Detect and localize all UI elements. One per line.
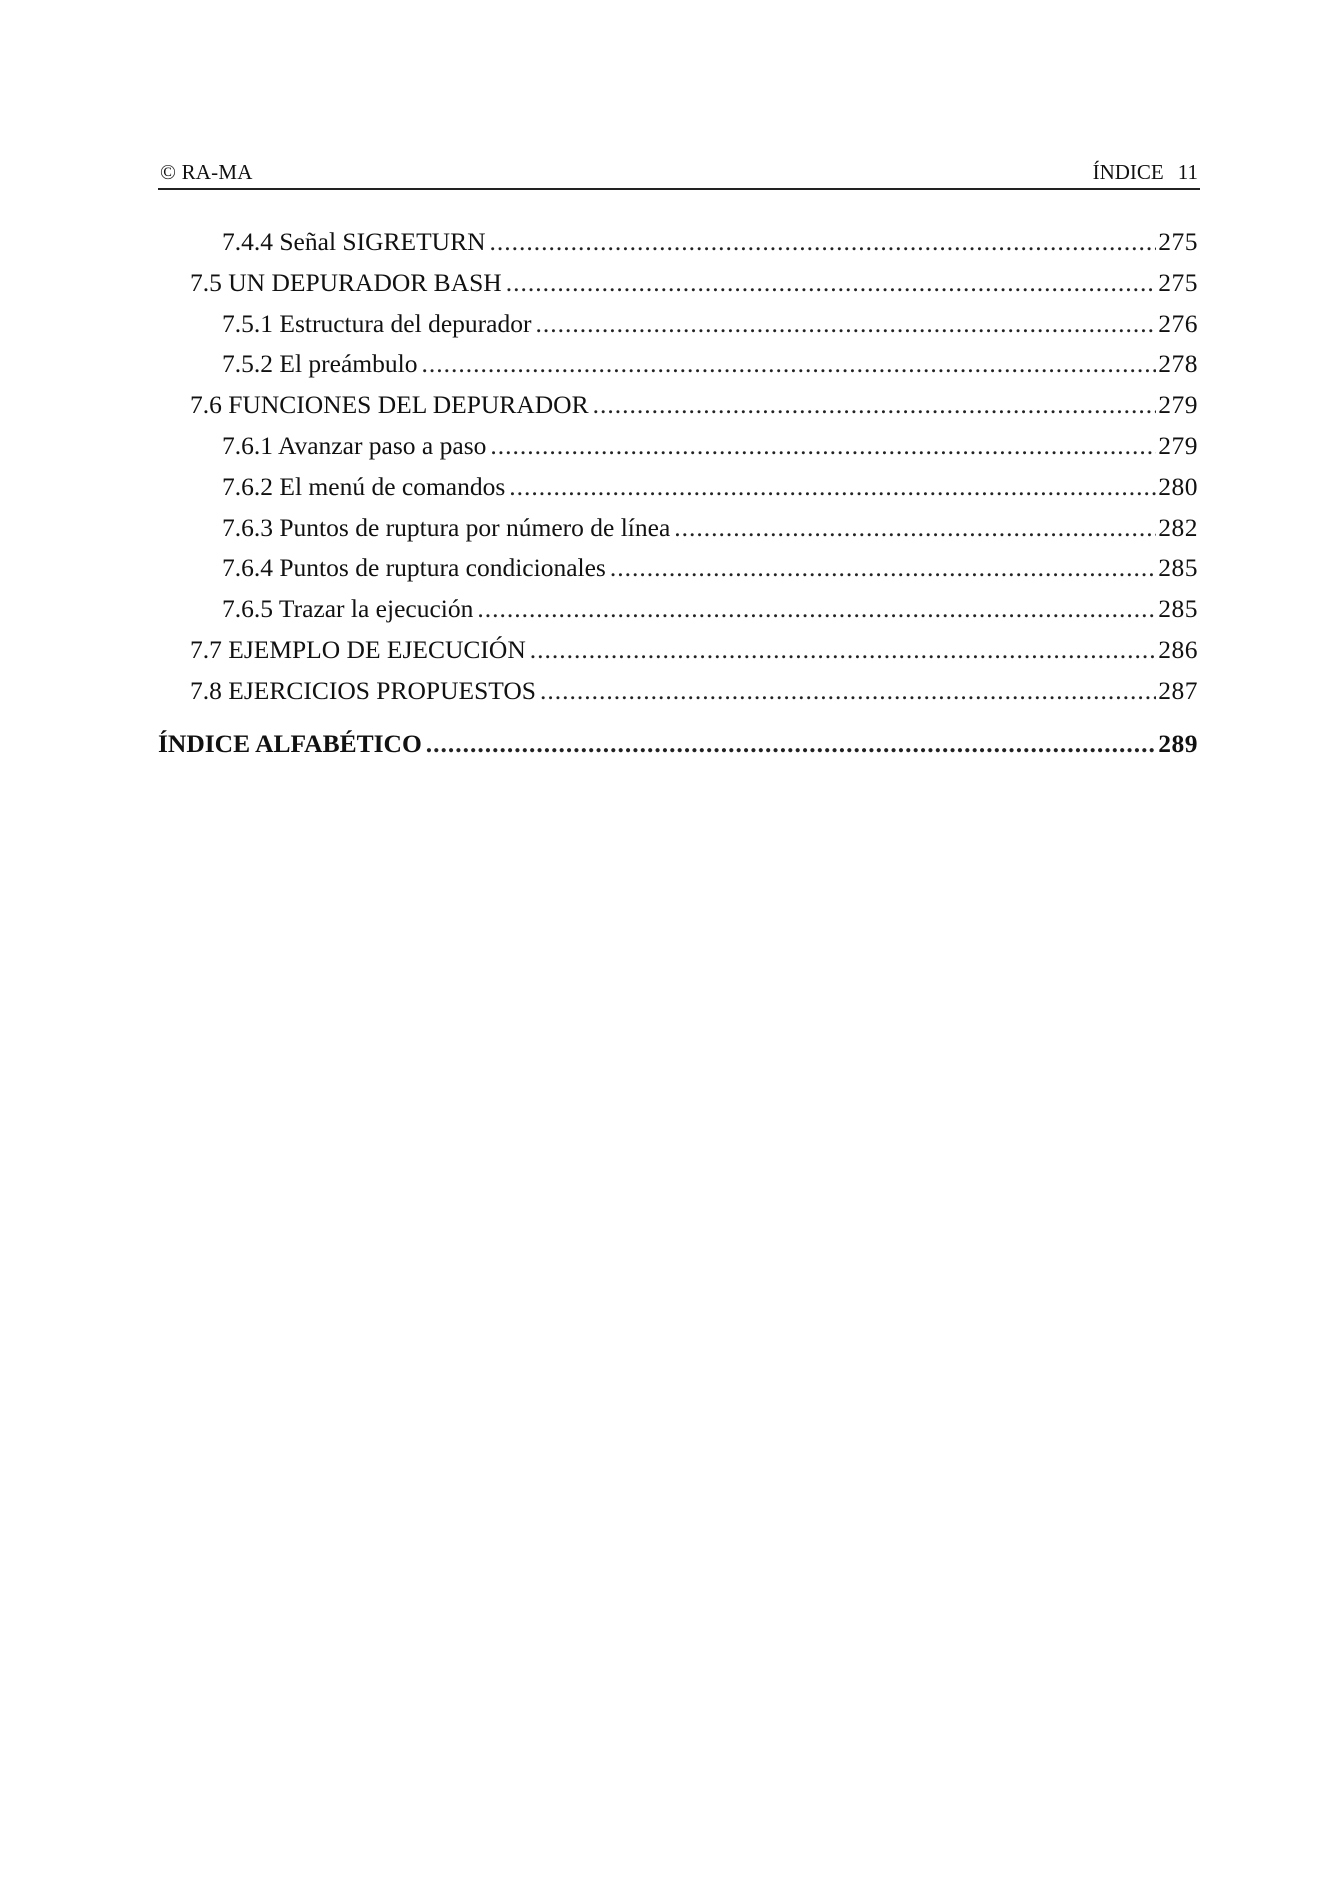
toc-entry[interactable] [158,467,1198,508]
running-header-section [1093,160,1198,185]
toc-entry[interactable] [158,589,1198,630]
toc-entry[interactable] [158,548,1198,589]
toc-entry-page: 287 [1158,675,1198,705]
toc-entry[interactable] [158,508,1198,549]
toc-entry-page: 289 [1158,728,1198,758]
toc-leader-dots [509,467,1156,508]
toc-entry-page: 278 [1158,349,1198,379]
toc-entry-page: 279 [1158,430,1198,460]
toc-entry-page: 280 [1158,471,1198,501]
toc-leader-dots [593,385,1157,426]
toc-entry-page: 275 [1158,227,1198,256]
toc-entry-label: 7.5.2 El preámbulo [222,349,418,379]
toc-leader-dots [490,426,1156,467]
toc-leader-dots [490,222,1157,263]
toc-chapter-entry[interactable] [158,724,1198,765]
toc-entry-page: 276 [1158,308,1198,338]
toc-entry[interactable] [158,671,1198,712]
toc-entry[interactable] [158,630,1198,671]
toc-leader-dots [506,263,1157,304]
toc-entry-page: 282 [1158,512,1198,542]
toc-entry-label: 7.5 UN DEPURADOR BASH [190,267,502,297]
toc-leader-dots [674,508,1156,549]
toc-entry[interactable] [158,222,1198,263]
page-number: 11 [1177,160,1198,184]
toc-entry-label: 7.6.4 Puntos de ruptura condicionales [222,553,606,583]
toc-entry-page: 285 [1158,553,1198,583]
toc-entry-label: 7.6 FUNCIONES DEL DEPURADOR [190,390,589,420]
toc-entry-page: 285 [1158,594,1198,624]
toc-entry-label: 7.6.3 Puntos de ruptura por número de línea [222,512,671,542]
toc-entry[interactable] [158,304,1198,345]
toc-entry-page: 279 [1158,390,1198,420]
toc-leader-dots [530,630,1157,671]
toc-leader-dots [535,304,1156,345]
toc-leader-dots [421,344,1156,385]
toc-entry-label: 7.8 EJERCICIOS PROPUESTOS [190,675,536,705]
toc-entry[interactable] [158,344,1198,385]
toc-entry-label: ÍNDICE ALFABÉTICO [158,728,422,758]
table-of-contents [158,222,1198,764]
toc-leader-dots [477,589,1156,630]
toc-entry-label: 7.6.2 El menú de comandos [222,471,506,501]
toc-entry-page: 286 [1158,634,1198,664]
toc-entry[interactable] [158,385,1198,426]
toc-entry[interactable] [158,263,1198,304]
toc-entry-label: 7.6.5 Trazar la ejecución [222,594,474,624]
toc-entry[interactable] [158,426,1198,467]
running-header-publisher: © RA-MA [160,160,253,184]
toc-entry-label: 7.5.1 Estructura del depurador [222,308,532,338]
page-header [158,156,1200,190]
toc-leader-dots [540,671,1156,712]
toc-entry-label: 7.4.4 Señal SIGRETURN [222,227,486,256]
running-header-title: ÍNDICE [1092,160,1164,184]
toc-entry-page: 275 [1158,267,1198,297]
toc-entry-label: 7.6.1 Avanzar paso a paso [222,430,487,460]
toc-entry-label: 7.7 EJEMPLO DE EJECUCIÓN [190,634,526,664]
toc-leader-dots [426,724,1156,765]
toc-leader-dots [610,548,1156,589]
